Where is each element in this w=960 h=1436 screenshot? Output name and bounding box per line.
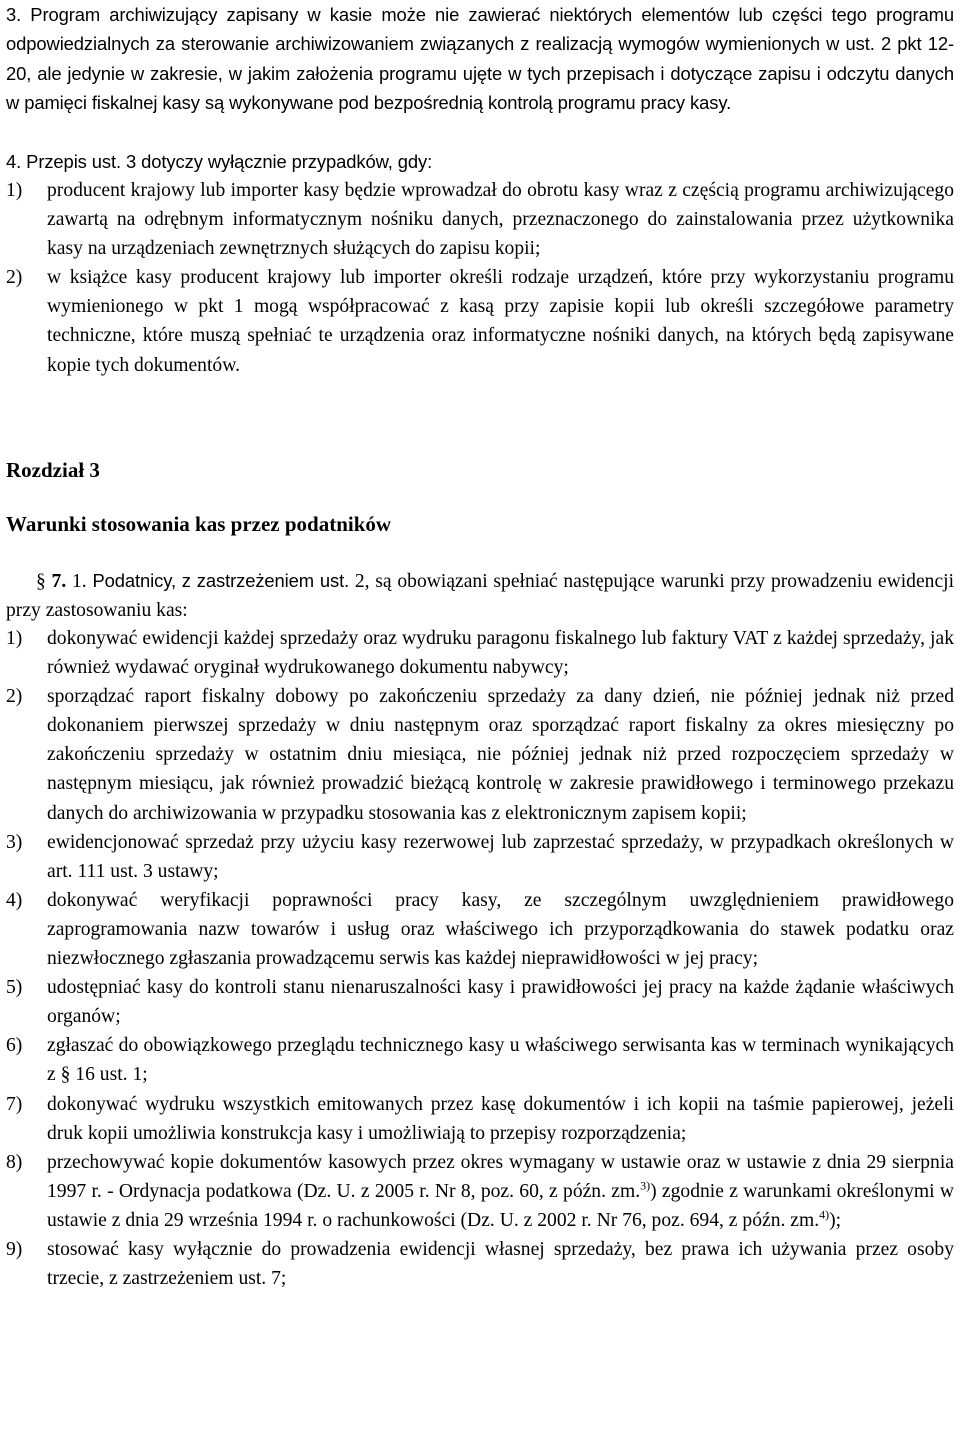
list-item-text: dokonywać ewidencji każdej sprzedaży oraz wydruku paragonu fiskalnego lub faktury VAT z każdej sprzedaży, jak również wydawać oryginał wydrukowanego dokumentu nabywcy; [47,628,954,679]
list-item-text: sporządzać raport fiskalny dobowy po zakończeniu sprzedaży za dany dzień, nie później jednak niż przed dokonaniem pierwszej sprzedaży w dniu następnym oraz sporządzać raport fiskalny za okres miesięczny po zakończeniu sprzedaży w ostatnim dniu miesiąca, nie później jednak niż przed rozpoczęciem sprzedaży w następnym miesiącu, jak również prowadzić bieżącą kontrolę w zakresie prawidłowego i terminowego przekazu danych do archiwizowania w przypadku stosowania kas z elektronicznym zapisem kopii; [47,686,954,824]
section-7-intro [6,566,954,625]
list-item-text: dokonywać weryfikacji poprawności pracy kasy, ze szczególnym uwzględnieniem prawidłowego zaprogramowania nazw towarów i usług oraz właściwego ich przyporządkowania do stawek podatku oraz niezwłocznego zgłaszania prowadzącemu serwis kas każdej nieprawidłowości w jej pracy; [47,889,954,970]
point-4-list [6,176,954,380]
point-4-intro-text: 4. Przepis ust. 3 dotyczy wyłącznie przypadków, gdy: [6,151,433,172]
list-item-number: 8) [6,1151,23,1173]
paragraph-point-4-intro [6,147,954,177]
list-item [6,624,954,682]
list-item [6,828,954,886]
list-item [6,1031,954,1089]
list-item-text: w książce kasy producent krajowy lub importer określi rodzaje urządzeń, które przy wykorzystaniu programu wymienionego w pkt 1 mogą współpracować z kasą przy zapisie kopii lub określi szczegółowe parametry techniczne, które muszą spełniać te urządzenia oraz informatyczne nośniki danych, na których będą zapisywane kopie tych dokumentów. [47,267,954,376]
footnote-reference: 4) [819,1207,830,1222]
subsection-number: 1. [72,571,87,592]
section-7-intro-sans: Podatnicy, z zastrzeżeniem ust. [92,570,350,591]
list-item-text: stosować kasy wyłącznie do prowadzenia ewidencji własnej sprzedaży, bez prawa ich używania przez osoby trzecie, z zastrzeżeniem ust. 7; [47,1238,954,1290]
list-item-number: 9) [6,1238,23,1260]
paragraph-symbol: § [36,571,46,592]
list-item [6,1090,954,1148]
list-item [6,973,954,1031]
list-item-number: 3) [6,831,23,853]
list-item-text: udostępniać kasy do kontroli stanu nienaruszalności kasy i prawidłowości jej pracy na każde żądanie właściwych organów; [47,977,954,1028]
list-item [6,682,954,827]
list-item [6,1148,954,1235]
list-item-number: 7) [6,1093,23,1115]
chapter-title: Warunki stosowania kas przez podatników [6,512,392,536]
list-item-number: 2) [6,686,23,708]
list-item [6,263,954,379]
paragraph-point-3: 3. Program archiwizujący zapisany w kasie może nie zawierać niektórych elementów lub części tego programu odpowiedzialnych za sterowanie archiwizowaniem związanych z realizacją wymogów wymienionych w ust. 2 pkt 12-20, ale jedynie w zakresie, w jakim założenia programu ujęte w tych przepisach i dotyczące zapisu i odczytu danych w pamięci fiskalnej kasy są wykonywane pod bezpośrednią kontrolą programu pracy kasy. [6,4,954,114]
list-item-text-b: ) zgodnie z warunkami określonymi w ustawie z dnia 29 września 1994 r. o rachunkowości (Dz. U. z 2002 r. Nr 76, poz. 694, z późn. zm. [47,1180,954,1231]
list-item-text: zgłaszać do obowiązkowego przeglądu technicznego kasy u właściwego serwisanta kas w terminach wynikających z § 16 ust. 1; [47,1035,954,1086]
list-item-number: 1) [6,628,23,649]
section-number: 7. [51,571,67,592]
list-item [6,176,954,263]
list-item-number: 6) [6,1035,23,1057]
footnote-reference: 3) [640,1178,651,1193]
list-item-text: producent krajowy lub importer kasy będzie wprowadzał do obrotu kasy wraz z częścią programu archiwizującego zawartą na odrębnym informatycznym nośniku danych, przeznaczonego do zainstalowania przez użytkownika kasy na urządzeniach zewnętrznych służących do zapisu kopii; [47,180,954,260]
list-item [6,1235,954,1293]
list-item-text-c: ); [829,1209,842,1231]
list-item [6,886,954,973]
list-item-number: 4) [6,889,23,911]
list-item-text-a: przechowywać kopie dokumentów kasowych przez okres wymagany w ustawie oraz w ustawie z dnia 29 sierpnia 1997 r. - Ordynacja podatkowa (Dz. U. z 2005 r. Nr 8, poz. 60, z późn. zm. [47,1151,954,1202]
section-7-intro-rest: 2, są obowiązani spełniać następujące warunki przy prowadzeniu ewidencji przy zastosowaniu kas: [6,571,955,621]
list-item-number: 1) [6,180,23,201]
section-7-list [6,624,954,1293]
list-item-text: ewidencjonować sprzedaż przy użyciu kasy rezerwowej lub zaprzestać sprzedaży, w przypadkach określonych w art. 111 ust. 3 ustawy; [47,831,954,882]
list-item-number: 5) [6,977,23,999]
list-item-text: dokonywać wydruku wszystkich emitowanych przez kasę dokumentów i ich kopii na taśmie papierowej, jeżeli druk kopii umożliwia konstrukcja kasy i umożliwiają to przepisy rozporządzenia; [47,1093,954,1144]
chapter-number: Rozdział 3 [6,458,100,482]
list-item-number: 2) [6,267,23,289]
